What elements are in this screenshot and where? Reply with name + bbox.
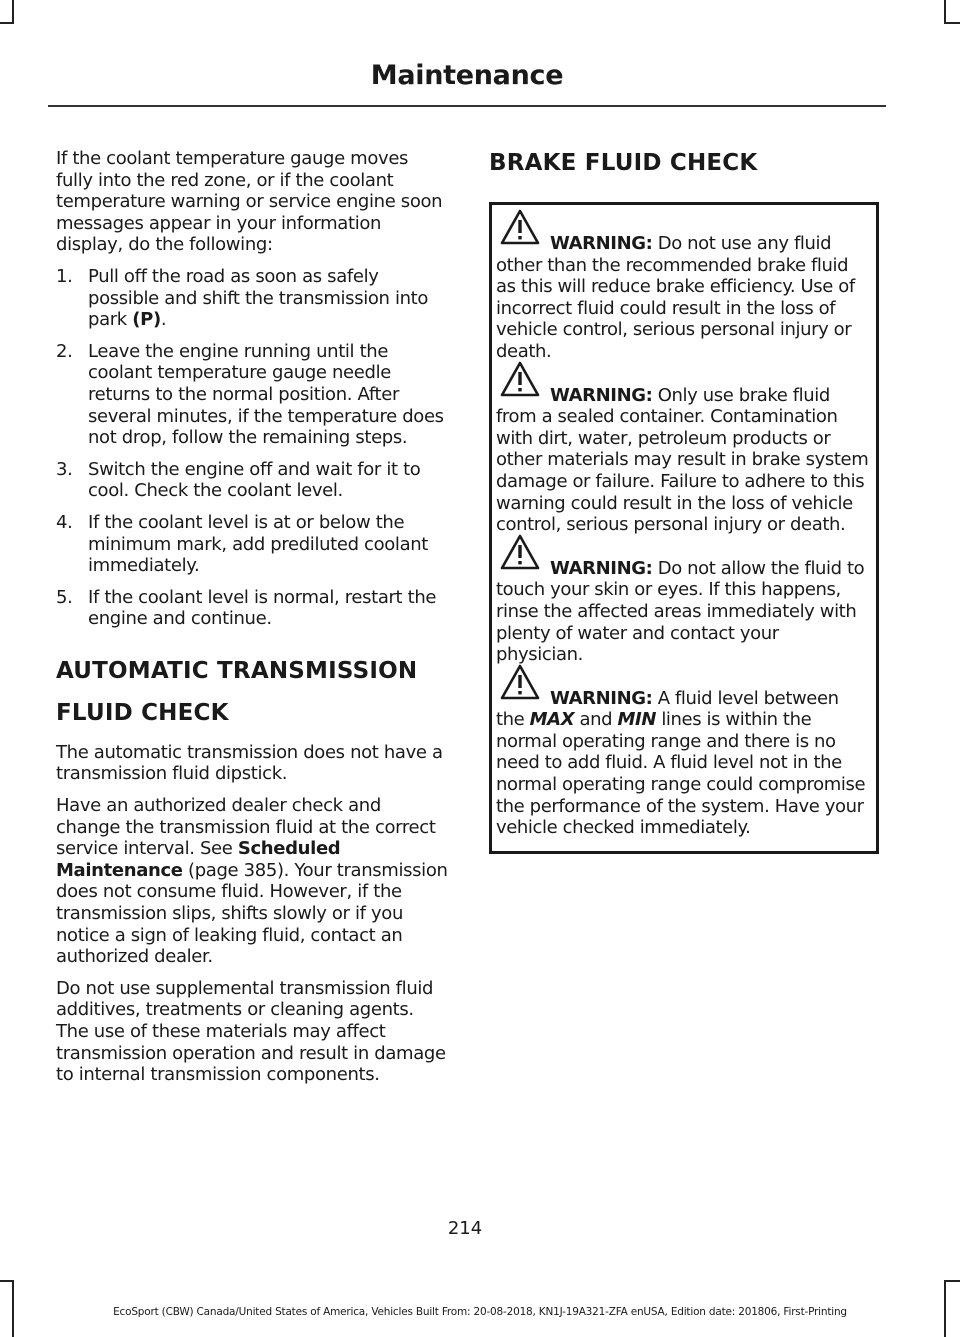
list-item <box>56 459 448 502</box>
list-item <box>56 266 448 331</box>
warning-text: lines is within the normal operating range and there is no need to add fluid. A fluid level not in the normal operating range could compromise the performance of the system. Have your vehicle checked immediately. <box>496 709 866 839</box>
list-item <box>56 512 448 577</box>
brake-fluid-heading: BRAKE FLUID CHECK <box>489 150 758 176</box>
warning-text: Only use brake fluid from a sealed container. Contamination with dirt, water, petroleum products or other materials may result in brake system damage or failure. Failure to adhere to this warning could result in the loss of vehicle control, serious personal injury or death. <box>496 384 869 536</box>
step-text: Leave the engine running until the coolant temperature gauge needle returns to the normal position. After several minutes, if the temperature does not drop, follow the remaining steps. <box>88 340 444 449</box>
min-label: MIN <box>617 709 656 731</box>
edition-footer: EcoSport (CBW) Canada/United States of America, Vehicles Built From: 20-08-2018, KN1J-19A321-ZFA enUSA, Edition date: 201806, First-Printing <box>113 1306 847 1318</box>
crop-mark <box>944 1280 960 1282</box>
warning-box <box>489 202 879 854</box>
step-text: Switch the engine off and wait for it to cool. Check the coolant level. <box>88 458 421 502</box>
transmission-heading <box>56 656 448 728</box>
heading-line: FLUID CHECK <box>56 699 229 726</box>
park-label: (P) <box>132 309 161 331</box>
warning-text: and <box>574 709 618 731</box>
warning-triangle-icon <box>500 361 540 397</box>
warning-triangle-icon <box>500 209 540 245</box>
crop-mark <box>12 0 14 24</box>
intro-paragraph: If the coolant temperature gauge moves fully into the red zone, or if the coolant temperature warning or service engine soon messages appear in your information display, do the following: <box>56 148 443 256</box>
step-text: If the coolant level is normal, restart the engine and continue. <box>88 586 437 630</box>
warning-triangle-icon <box>500 534 540 570</box>
service-text: Have an authorized dealer check and change the transmission fluid at the correct service interval. See <box>56 795 436 860</box>
crop-mark <box>944 0 946 24</box>
step-number: 1. <box>56 265 73 287</box>
page-number: 214 <box>447 1218 483 1239</box>
scheduled-maintenance-link[interactable]: Scheduled Maintenance <box>56 838 341 881</box>
warning-label: WARNING: <box>550 687 653 709</box>
service-text: Your transmission does not consume fluid. However, if the transmission slips, shifts slowly or if you notice a sign of leaking fluid, contact an authorized dealer. <box>56 859 448 968</box>
step-text: If the coolant level is at or below the minimum mark, add prediluted coolant immediately. <box>88 511 429 577</box>
step-number: 4. <box>56 511 73 533</box>
warning-text: A fluid level between the <box>496 687 839 731</box>
warning-text: Do not allow the fluid to touch your skin or eyes. If this happens, rinse the affected areas immediately with plenty of water and contact your physician. <box>496 557 865 666</box>
additives-paragraph: Do not use supplemental transmission fluid additives, treatments or cleaning agents. The use of these materials may affect transmission operation and result in damage to internal transmission components. <box>56 977 446 1086</box>
left-column <box>56 148 448 1096</box>
coolant-steps-list <box>56 266 448 630</box>
warning-block <box>496 688 870 839</box>
list-item <box>56 587 448 630</box>
service-paragraph <box>56 795 448 968</box>
warning-label: WARNING: <box>550 233 653 254</box>
step-text: Pull off the road as soon as safely possible and shift the transmission into park <box>88 265 429 331</box>
crop-mark <box>0 22 14 24</box>
page-title: Maintenance <box>370 60 564 91</box>
step-number: 5. <box>56 586 73 608</box>
step-number: 2. <box>56 340 73 362</box>
heading-line: AUTOMATIC TRANSMISSION <box>56 657 418 684</box>
list-item <box>56 341 448 449</box>
warning-text: Do not use any fluid other than the recommended brake fluid as this will reduce brake efficiency. Use of incorrect fluid could result in the loss of vehicle control, serious personal injury or death. <box>496 233 855 362</box>
right-column <box>489 148 877 854</box>
warning-block <box>496 233 870 363</box>
warning-triangle-icon <box>500 664 540 700</box>
step-tail: . <box>160 309 167 331</box>
warning-block <box>496 385 870 536</box>
page-reference: (page 385). <box>182 859 289 881</box>
warning-label: WARNING: <box>550 557 653 579</box>
step-number: 3. <box>56 458 73 480</box>
dipstick-paragraph: The automatic transmission does not have a transmission fluid dipstick. <box>56 741 443 785</box>
crop-mark <box>0 1280 14 1282</box>
title-divider <box>48 105 886 107</box>
warning-block <box>496 558 870 666</box>
crop-mark <box>944 22 960 24</box>
max-label: MAX <box>529 709 575 731</box>
warning-label: WARNING: <box>550 384 653 406</box>
